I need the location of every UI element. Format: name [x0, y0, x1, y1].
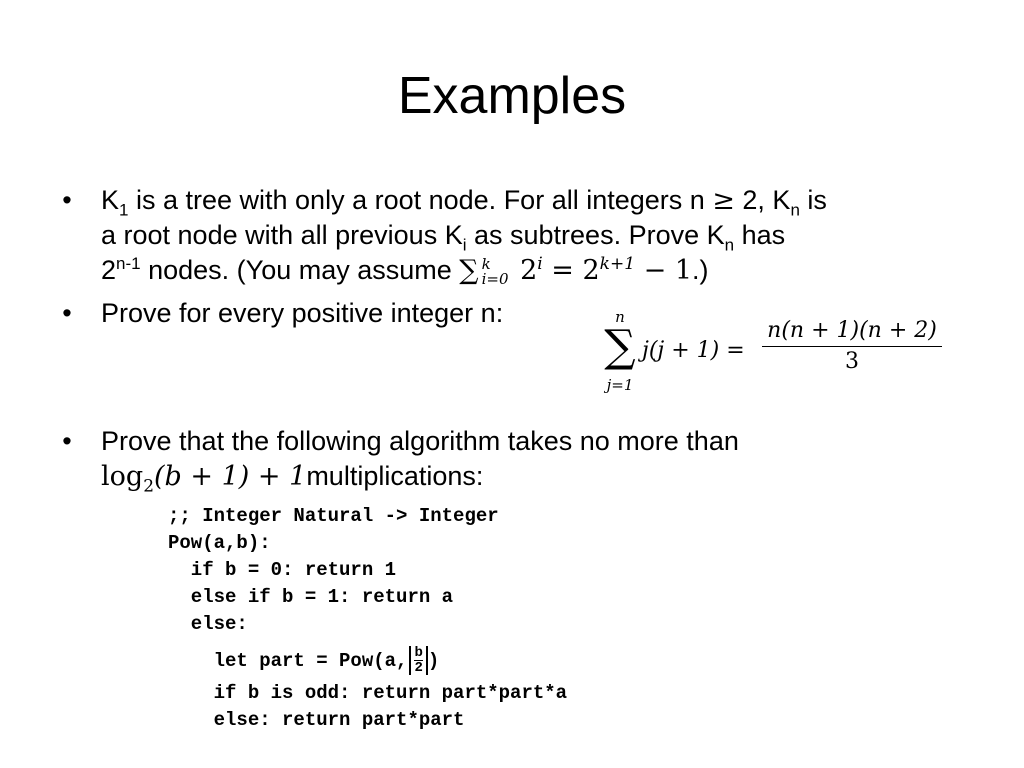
code-line-2: Pow(a,b): — [168, 532, 271, 554]
bullet-1-line-1 — [101, 183, 981, 218]
code-line-7: if b is odd: return part*part*a — [168, 682, 568, 704]
text: has — [734, 220, 786, 250]
text: 2, K — [734, 185, 791, 215]
slide-title: Examples — [397, 67, 627, 125]
math-term: = 2 — [542, 255, 600, 286]
bullet-3-text — [101, 424, 981, 497]
sum-lower-limit: i=0 — [481, 269, 509, 288]
superscript: i — [537, 254, 543, 274]
text: multiplications: — [306, 461, 484, 491]
bullet-1-line-3 — [101, 253, 981, 288]
math-term: − 1 — [635, 255, 693, 286]
bullet-3 — [60, 424, 970, 496]
sum-symbol: ∑ — [459, 255, 479, 286]
sigma-symbol: ∑ — [604, 321, 636, 372]
text: a root node with all previous K — [101, 220, 463, 250]
superscript: k+1 — [599, 254, 636, 274]
formula-fraction — [762, 318, 942, 374]
code-text: ) — [427, 650, 440, 672]
bullet-marker: • — [62, 298, 72, 328]
sum-limits — [481, 254, 509, 288]
math-term: 2 — [511, 255, 538, 286]
subscript: i — [462, 235, 467, 255]
bullet-2-text: Prove for every positive integer n: — [101, 298, 504, 328]
text: 2 — [101, 255, 117, 285]
code-line-5: else: — [168, 613, 248, 635]
k-symbol: K — [101, 185, 120, 215]
bullet-1-line-2 — [101, 218, 981, 253]
geq-symbol: ≥ — [712, 185, 735, 216]
text: is — [799, 185, 827, 215]
math-term: (b + 1) + 1 — [154, 461, 307, 492]
subscript: 1 — [119, 200, 129, 220]
formula-lhs: j(j + 1) = — [642, 338, 745, 363]
text: nodes. (You may assume — [140, 255, 460, 285]
code-line-1: ;; Integer Natural -> Integer — [168, 505, 499, 527]
bullet-3-line-2 — [101, 459, 981, 497]
text: is a tree with only a root node. For all integers n — [128, 185, 713, 215]
code-line-3: if b = 0: return 1 — [168, 559, 397, 581]
bullet-1-text — [101, 183, 981, 288]
code-line-4: else if b = 1: return a — [168, 586, 454, 608]
sum-formula — [596, 308, 956, 404]
subscript: n — [724, 235, 735, 255]
text: as subtrees. Prove K — [466, 220, 725, 250]
floor-numerator: b — [414, 645, 423, 662]
bullet-marker: • — [62, 185, 72, 215]
code-text: let part = Pow(a, — [168, 650, 408, 672]
fraction-denominator: 3 — [845, 349, 859, 374]
code-line-8: else: return part*part — [168, 709, 465, 731]
bullet-marker: • — [62, 426, 72, 456]
sigma-lower-limit: j=1 — [606, 376, 634, 394]
sigma-group — [602, 308, 638, 404]
bullet-1 — [60, 183, 970, 293]
log-base: 2 — [143, 476, 155, 497]
subscript: n — [790, 200, 800, 220]
superscript: n-1 — [116, 254, 141, 273]
floor-fraction — [409, 646, 427, 675]
floor-denominator: 2 — [414, 660, 423, 677]
fraction-numerator: n(n + 1)(n + 2) — [762, 318, 942, 347]
bullet-3-line-1: Prove that the following algorithm takes no more than — [101, 426, 739, 456]
sigma-upper-limit: n — [615, 308, 625, 326]
code-line-6 — [168, 644, 728, 678]
text: .) — [692, 255, 709, 285]
sum-upper-limit: k — [481, 254, 491, 273]
log-function: log — [101, 461, 144, 492]
